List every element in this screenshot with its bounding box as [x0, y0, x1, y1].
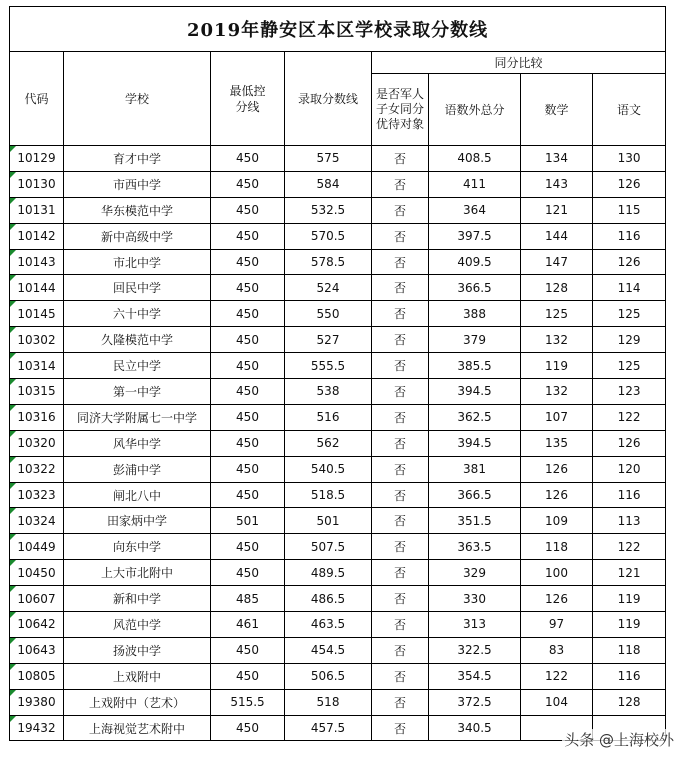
table-row — [10, 430, 666, 456]
cell-school: 六十中学 — [64, 301, 211, 327]
cell-code: 10302 — [10, 327, 64, 353]
cell-military: 否 — [372, 223, 429, 249]
cell-admit: 489.5 — [285, 560, 372, 586]
cell-military: 否 — [372, 327, 429, 353]
table-row — [10, 353, 666, 379]
cell-total: 388 — [429, 301, 521, 327]
cell-code: 10449 — [10, 534, 64, 560]
cell-school: 久隆模范中学 — [64, 327, 211, 353]
cell-code: 10145 — [10, 301, 64, 327]
cell-code: 10316 — [10, 404, 64, 430]
table-row — [10, 560, 666, 586]
cell-school: 第一中学 — [64, 379, 211, 405]
admission-score-table — [9, 6, 666, 741]
cell-min: 450 — [211, 456, 285, 482]
cell-math: 109 — [521, 508, 593, 534]
cell-total: 372.5 — [429, 689, 521, 715]
cell-chinese: 116 — [593, 663, 666, 689]
table-row — [10, 534, 666, 560]
cell-total: 366.5 — [429, 275, 521, 301]
cell-school: 同济大学附属七一中学 — [64, 404, 211, 430]
cell-min: 450 — [211, 171, 285, 197]
cell-chinese: 113 — [593, 508, 666, 534]
cell-chinese: 119 — [593, 586, 666, 612]
cell-military: 否 — [372, 456, 429, 482]
cell-school: 回民中学 — [64, 275, 211, 301]
cell-code: 10129 — [10, 146, 64, 172]
cell-chinese: 116 — [593, 223, 666, 249]
cell-math: 121 — [521, 197, 593, 223]
table-row — [10, 404, 666, 430]
cell-code: 10143 — [10, 249, 64, 275]
cell-admit: 527 — [285, 327, 372, 353]
cell-chinese: 125 — [593, 353, 666, 379]
cell-school: 上戏附中（艺术） — [64, 689, 211, 715]
cell-math: 134 — [521, 146, 593, 172]
cell-total: 330 — [429, 586, 521, 612]
cell-total: 362.5 — [429, 404, 521, 430]
cell-min: 450 — [211, 275, 285, 301]
cell-math: 135 — [521, 430, 593, 456]
cell-code: 19432 — [10, 715, 64, 741]
cell-school: 彭浦中学 — [64, 456, 211, 482]
cell-min: 450 — [211, 560, 285, 586]
table-title: 2019年静安区本区学校录取分数线 — [10, 7, 666, 52]
table-row — [10, 275, 666, 301]
cell-code: 10450 — [10, 560, 64, 586]
cell-code: 19380 — [10, 689, 64, 715]
cell-military: 否 — [372, 482, 429, 508]
cell-math: 144 — [521, 223, 593, 249]
cell-school: 市北中学 — [64, 249, 211, 275]
cell-total: 329 — [429, 560, 521, 586]
cell-min: 450 — [211, 430, 285, 456]
cell-code: 10805 — [10, 663, 64, 689]
table-row — [10, 482, 666, 508]
cell-military: 否 — [372, 637, 429, 663]
cell-military: 否 — [372, 612, 429, 638]
cell-admit: 463.5 — [285, 612, 372, 638]
cell-code: 10315 — [10, 379, 64, 405]
cell-min: 485 — [211, 586, 285, 612]
cell-min: 450 — [211, 223, 285, 249]
cell-code: 10322 — [10, 456, 64, 482]
cell-military: 否 — [372, 689, 429, 715]
header-admit-line: 录取分数线 — [285, 52, 372, 146]
cell-school: 上戏附中 — [64, 663, 211, 689]
cell-military: 否 — [372, 146, 429, 172]
table-row — [10, 327, 666, 353]
cell-total: 313 — [429, 612, 521, 638]
cell-military: 否 — [372, 171, 429, 197]
cell-math: 132 — [521, 379, 593, 405]
cell-code: 10142 — [10, 223, 64, 249]
table-row — [10, 171, 666, 197]
cell-math: 83 — [521, 637, 593, 663]
cell-total: 351.5 — [429, 508, 521, 534]
cell-code: 10324 — [10, 508, 64, 534]
cell-math: 132 — [521, 327, 593, 353]
cell-min: 450 — [211, 404, 285, 430]
cell-total: 385.5 — [429, 353, 521, 379]
cell-chinese: 118 — [593, 637, 666, 663]
header-math: 数学 — [521, 74, 593, 146]
cell-admit: 555.5 — [285, 353, 372, 379]
cell-total: 409.5 — [429, 249, 521, 275]
cell-math: 122 — [521, 663, 593, 689]
cell-chinese: 130 — [593, 146, 666, 172]
cell-admit: 540.5 — [285, 456, 372, 482]
cell-military: 否 — [372, 534, 429, 560]
cell-chinese: 128 — [593, 689, 666, 715]
cell-chinese: 129 — [593, 327, 666, 353]
cell-chinese: 120 — [593, 456, 666, 482]
cell-min: 450 — [211, 379, 285, 405]
cell-chinese: 126 — [593, 249, 666, 275]
cell-admit: 570.5 — [285, 223, 372, 249]
cell-min: 450 — [211, 146, 285, 172]
cell-admit: 584 — [285, 171, 372, 197]
cell-math: 125 — [521, 301, 593, 327]
header-same-score-group: 同分比较 — [372, 52, 666, 74]
cell-admit: 454.5 — [285, 637, 372, 663]
cell-chinese: 126 — [593, 430, 666, 456]
table-row — [10, 637, 666, 663]
cell-military: 否 — [372, 508, 429, 534]
cell-school: 市西中学 — [64, 171, 211, 197]
cell-min: 450 — [211, 482, 285, 508]
cell-total: 394.5 — [429, 379, 521, 405]
cell-admit: 486.5 — [285, 586, 372, 612]
cell-total: 366.5 — [429, 482, 521, 508]
cell-school: 新中高级中学 — [64, 223, 211, 249]
cell-math: 126 — [521, 456, 593, 482]
cell-chinese: 115 — [593, 197, 666, 223]
header-school: 学校 — [64, 52, 211, 146]
cell-military: 否 — [372, 715, 429, 741]
cell-code: 10643 — [10, 637, 64, 663]
cell-math: 126 — [521, 482, 593, 508]
table-row — [10, 146, 666, 172]
table-row — [10, 612, 666, 638]
cell-total: 340.5 — [429, 715, 521, 741]
cell-school: 田家炳中学 — [64, 508, 211, 534]
cell-military: 否 — [372, 663, 429, 689]
header-military: 是否军人子女同分优待对象 — [372, 74, 429, 146]
cell-school: 育才中学 — [64, 146, 211, 172]
header-total: 语数外总分 — [429, 74, 521, 146]
cell-chinese: 119 — [593, 612, 666, 638]
cell-chinese: 116 — [593, 482, 666, 508]
cell-total: 397.5 — [429, 223, 521, 249]
cell-military: 否 — [372, 301, 429, 327]
cell-school: 民立中学 — [64, 353, 211, 379]
cell-admit: 538 — [285, 379, 372, 405]
cell-math: 143 — [521, 171, 593, 197]
cell-chinese: 123 — [593, 379, 666, 405]
cell-total: 394.5 — [429, 430, 521, 456]
cell-school: 向东中学 — [64, 534, 211, 560]
cell-math: 104 — [521, 689, 593, 715]
cell-admit: 507.5 — [285, 534, 372, 560]
cell-military: 否 — [372, 197, 429, 223]
cell-math: 100 — [521, 560, 593, 586]
cell-school: 风范中学 — [64, 612, 211, 638]
cell-admit: 562 — [285, 430, 372, 456]
cell-total: 363.5 — [429, 534, 521, 560]
cell-admit: 506.5 — [285, 663, 372, 689]
table-row — [10, 249, 666, 275]
cell-total: 379 — [429, 327, 521, 353]
cell-math: 119 — [521, 353, 593, 379]
cell-math: 107 — [521, 404, 593, 430]
cell-min: 450 — [211, 327, 285, 353]
table-row — [10, 689, 666, 715]
cell-school: 华东模范中学 — [64, 197, 211, 223]
cell-admit: 518.5 — [285, 482, 372, 508]
cell-min: 450 — [211, 715, 285, 741]
cell-admit: 550 — [285, 301, 372, 327]
header-min-line — [211, 52, 285, 146]
table-row — [10, 508, 666, 534]
cell-code: 10323 — [10, 482, 64, 508]
cell-military: 否 — [372, 249, 429, 275]
cell-min: 450 — [211, 353, 285, 379]
watermark: 头条 @上海校外 — [564, 731, 674, 749]
cell-total: 411 — [429, 171, 521, 197]
cell-total: 322.5 — [429, 637, 521, 663]
cell-math: 128 — [521, 275, 593, 301]
cell-admit: 518 — [285, 689, 372, 715]
cell-school: 扬波中学 — [64, 637, 211, 663]
cell-math: 147 — [521, 249, 593, 275]
table-row — [10, 456, 666, 482]
cell-school: 风华中学 — [64, 430, 211, 456]
cell-min: 501 — [211, 508, 285, 534]
cell-military: 否 — [372, 430, 429, 456]
cell-chinese: 126 — [593, 171, 666, 197]
table-row — [10, 663, 666, 689]
table-row — [10, 586, 666, 612]
cell-admit: 575 — [285, 146, 372, 172]
cell-military: 否 — [372, 586, 429, 612]
cell-chinese: 125 — [593, 301, 666, 327]
header-chinese: 语文 — [593, 74, 666, 146]
cell-chinese: 122 — [593, 534, 666, 560]
cell-admit: 578.5 — [285, 249, 372, 275]
cell-code: 10144 — [10, 275, 64, 301]
table-row — [10, 379, 666, 405]
cell-total: 408.5 — [429, 146, 521, 172]
cell-military: 否 — [372, 353, 429, 379]
cell-chinese: 121 — [593, 560, 666, 586]
cell-math: 118 — [521, 534, 593, 560]
score-table-sheet — [9, 6, 665, 741]
cell-admit: 532.5 — [285, 197, 372, 223]
cell-min: 450 — [211, 249, 285, 275]
cell-code: 10320 — [10, 430, 64, 456]
cell-military: 否 — [372, 404, 429, 430]
cell-code: 10314 — [10, 353, 64, 379]
cell-military: 否 — [372, 560, 429, 586]
cell-total: 364 — [429, 197, 521, 223]
cell-total: 381 — [429, 456, 521, 482]
cell-military: 否 — [372, 275, 429, 301]
header-code: 代码 — [10, 52, 64, 146]
cell-code: 10607 — [10, 586, 64, 612]
table-body — [10, 146, 666, 741]
cell-admit: 516 — [285, 404, 372, 430]
table-row — [10, 197, 666, 223]
cell-min: 450 — [211, 301, 285, 327]
cell-admit: 524 — [285, 275, 372, 301]
cell-school: 上大市北附中 — [64, 560, 211, 586]
cell-school: 新和中学 — [64, 586, 211, 612]
cell-school: 上海视觉艺术附中 — [64, 715, 211, 741]
header-min-line-text: 最低控分线 — [229, 83, 266, 114]
cell-admit: 501 — [285, 508, 372, 534]
cell-military: 否 — [372, 379, 429, 405]
cell-admit: 457.5 — [285, 715, 372, 741]
cell-total: 354.5 — [429, 663, 521, 689]
cell-chinese: 114 — [593, 275, 666, 301]
cell-school: 闸北八中 — [64, 482, 211, 508]
cell-min: 515.5 — [211, 689, 285, 715]
cell-min: 461 — [211, 612, 285, 638]
cell-code: 10131 — [10, 197, 64, 223]
table-row — [10, 301, 666, 327]
cell-min: 450 — [211, 534, 285, 560]
cell-code: 10642 — [10, 612, 64, 638]
cell-min: 450 — [211, 637, 285, 663]
cell-chinese: 122 — [593, 404, 666, 430]
cell-min: 450 — [211, 197, 285, 223]
table-row — [10, 223, 666, 249]
cell-math: 97 — [521, 612, 593, 638]
cell-math: 126 — [521, 586, 593, 612]
cell-min: 450 — [211, 663, 285, 689]
cell-code: 10130 — [10, 171, 64, 197]
